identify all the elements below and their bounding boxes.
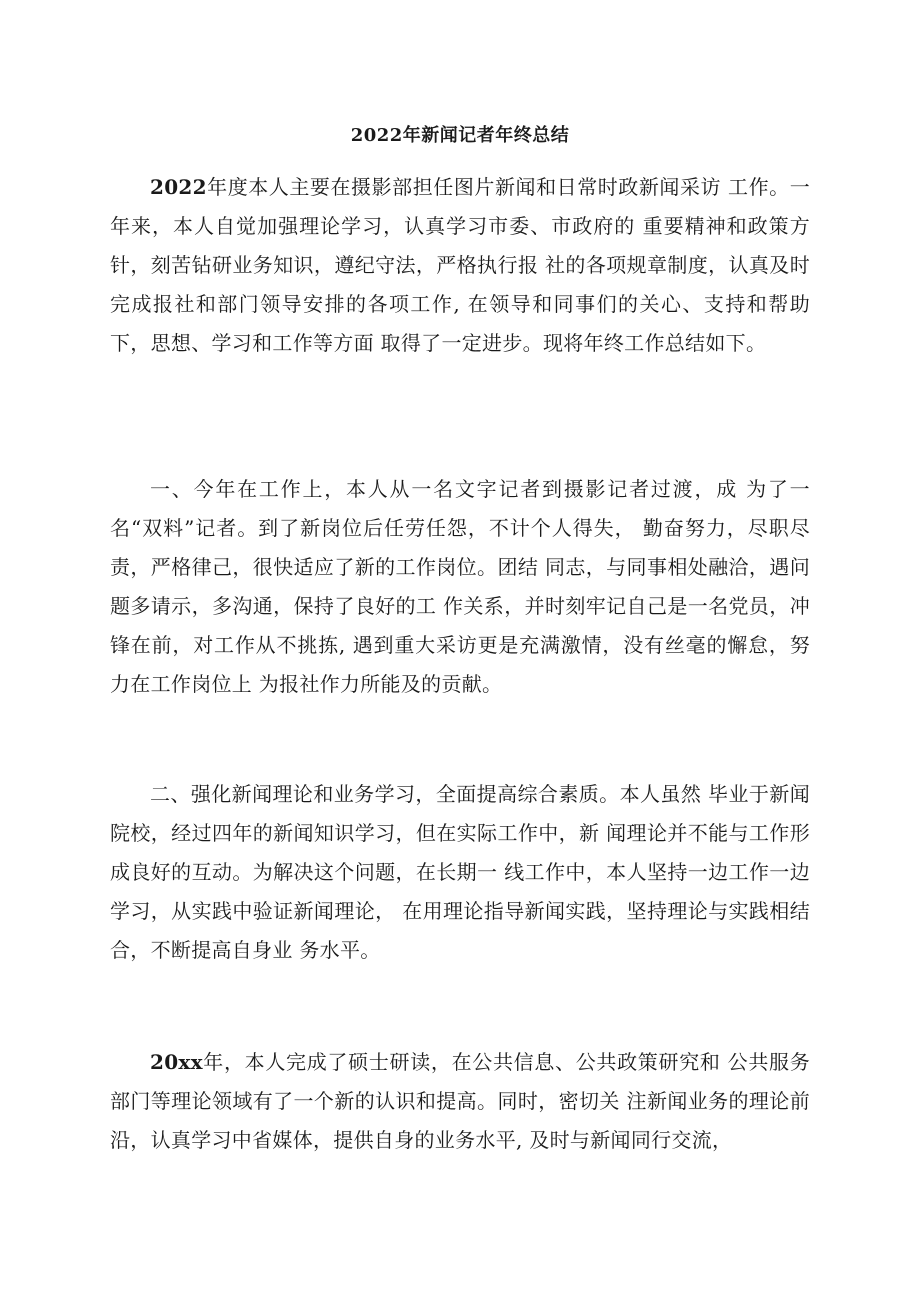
paragraph-1-text: 年度本人主要在摄影部担任图片新闻和日常时政新闻采访 工作。一年来，本人自觉加强理论学习，认真学习市委、市政府的 重要精神和政策方针，刻苦钻研业务知识，遵纪守法，严格执行报 社的各项规章制度，认真及时完成报社和部门领导安排的各项工作, 在领导和同事们的关心、支持和帮助下，思想、学习和工作等方面 取得了一定进步。现将年终工作总结如下。 — [110, 175, 810, 355]
document-title: 2022年新闻记者年终总结 — [350, 125, 570, 146]
paragraph-2 — [110, 470, 810, 704]
paragraph-2-text: 一、今年在工作上，本人从一名文字记者到摄影记者过渡，成 为了一名“双料”记者。到了新岗位后任劳任怨，不计个人得失， 勤奋努力，尽职尽责，严格律己，很快适应了新的工作岗位。团结 同志，与同事相处融洽，遇问题多请示，多沟通，保持了良好的工 作关系，并时刻牢记自己是一名党员，冲锋在前，对工作从不挑拣, 遇到重大采访更是充满激情，没有丝毫的懈怠，努力在工作岗位上 为报社作力所能及的贡献。 — [110, 477, 810, 696]
paragraph-3 — [110, 775, 810, 970]
paragraph-4-lead: 20xx — [150, 1050, 203, 1074]
paragraph-3-text: 二、强化新闻理论和业务学习，全面提高综合素质。本人虽然 毕业于新闻院校，经过四年的新闻知识学习，但在实际工作中，新 闻理论并不能与工作形成良好的互动。为解决这个问题，在长期一 线工作中，本人坚持一边工作一边学习，从实践中验证新闻理论， 在用理论指导新闻实践，坚持理论与实践相结合，不断提高自身业 务水平。 — [110, 782, 810, 962]
paragraph-4 — [110, 1043, 810, 1160]
paragraph-4-text: 年，本人完成了硕士研读，在公共信息、公共政策研究和 公共服务部门等理论领域有了一个新的认识和提高。同时，密切关 注新闻业务的理论前沿，认真学习中省媒体，提供自身的业务水平, 及时与新闻同行交流， — [110, 1050, 810, 1152]
paragraph-1 — [110, 168, 810, 363]
paragraph-1-lead: 2022 — [150, 175, 207, 199]
